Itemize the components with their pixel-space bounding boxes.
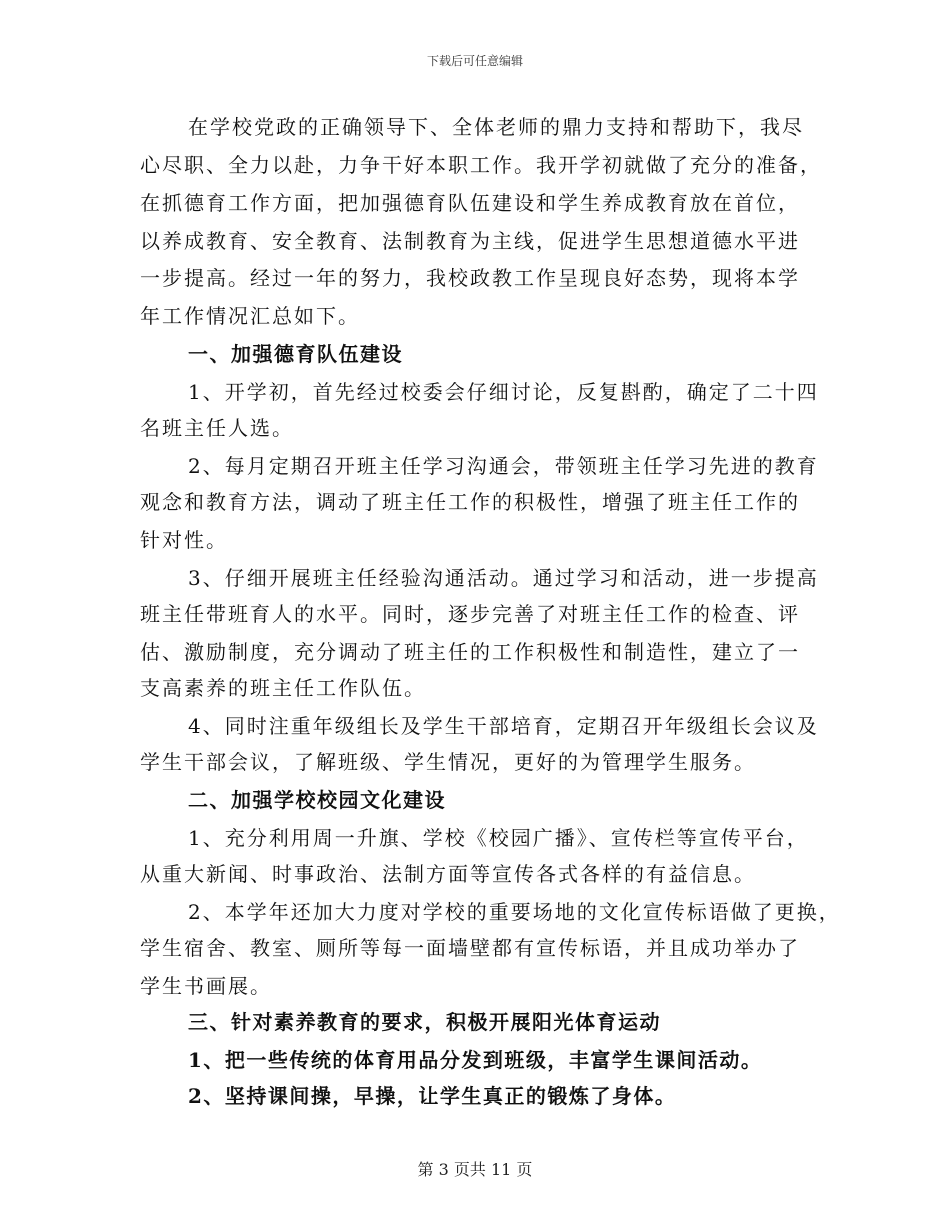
- body-text-line: 年工作情况汇总如下。: [140, 304, 360, 328]
- body-text-line: 1、开学初，首先经过校委会仔细讨论，反复斟酌，确定了二十四: [188, 380, 819, 404]
- body-text-line: 在学校党政的正确领导下、全体老师的鼎力支持和帮助下，我尽: [188, 115, 804, 139]
- section-heading: 一、加强德育队伍建设: [188, 342, 403, 366]
- body-text-line: 一步提高。经过一年的努力，我校政教工作呈现良好态势，现将本学: [140, 266, 800, 290]
- body-text-line: 心尽职、全力以赴，力争干好本职工作。我开学初就做了充分的准备，: [140, 153, 822, 177]
- body-text-line: 针对性。: [140, 528, 228, 552]
- page-footer: 第 3 页共 11 页: [417, 1160, 533, 1179]
- body-text-line: 在抓德育工作方面，把加强德育队伍建设和学生养成教育放在首位，: [140, 191, 800, 215]
- body-text-line: 估、激励制度，充分调动了班主任的工作积极性和制造性，建立了一: [140, 640, 800, 664]
- body-text-line: 以养成教育、安全教育、法制教育为主线，促进学生思想道德水平进: [140, 229, 800, 253]
- body-text-line: 观念和教育方法，调动了班主任工作的积极性，增强了班主任工作的: [140, 490, 800, 514]
- body-text-line: 1、充分利用周一升旗、学校《校园广播》、宣传栏等宣传平台，: [188, 826, 809, 850]
- body-text-line: 从重大新闻、时事政治、法制方面等宣传各式各样的有益信息。: [140, 862, 756, 886]
- body-text-line: 4、同时注重年级组长及学生干部培育，定期召开年级组长会议及: [188, 714, 819, 738]
- body-text-line: 学生宿舍、教室、厕所等每一面墙壁都有宣传标语，并且成功举办了: [140, 936, 800, 960]
- section-heading: 二、加强学校校园文化建设: [188, 788, 446, 812]
- bold-item-line: 2、坚持课间操，早操，让学生真正的锻炼了身体。: [188, 1084, 677, 1108]
- body-text-line: 支高素养的班主任工作队伍。: [140, 676, 426, 700]
- body-text-line: 学生书画展。: [140, 974, 272, 998]
- body-text-line: 3、仔细开展班主任经验沟通活动。通过学习和活动，进一步提高: [188, 566, 819, 590]
- page-header: 下载后可任意编辑: [426, 54, 523, 68]
- body-text-line: 名班主任人选。: [140, 416, 294, 440]
- bold-item-line: 1、把一些传统的体育用品分发到班级，丰富学生课间活动。: [188, 1048, 763, 1072]
- section-heading: 三、针对素养教育的要求，积极开展阳光体育运动: [188, 1010, 661, 1034]
- body-text-line: 学生干部会议，了解班级、学生情况，更好的为管理学生服务。: [140, 750, 756, 774]
- body-text-line: 2、每月定期召开班主任学习沟通会，带领班主任学习先进的教育: [188, 454, 819, 478]
- body-text-line: 2、本学年还加大力度对学校的重要场地的文化宣传标语做了更换，: [188, 900, 841, 924]
- body-text-line: 班主任带班育人的水平。同时，逐步完善了对班主任工作的检查、评: [140, 602, 800, 626]
